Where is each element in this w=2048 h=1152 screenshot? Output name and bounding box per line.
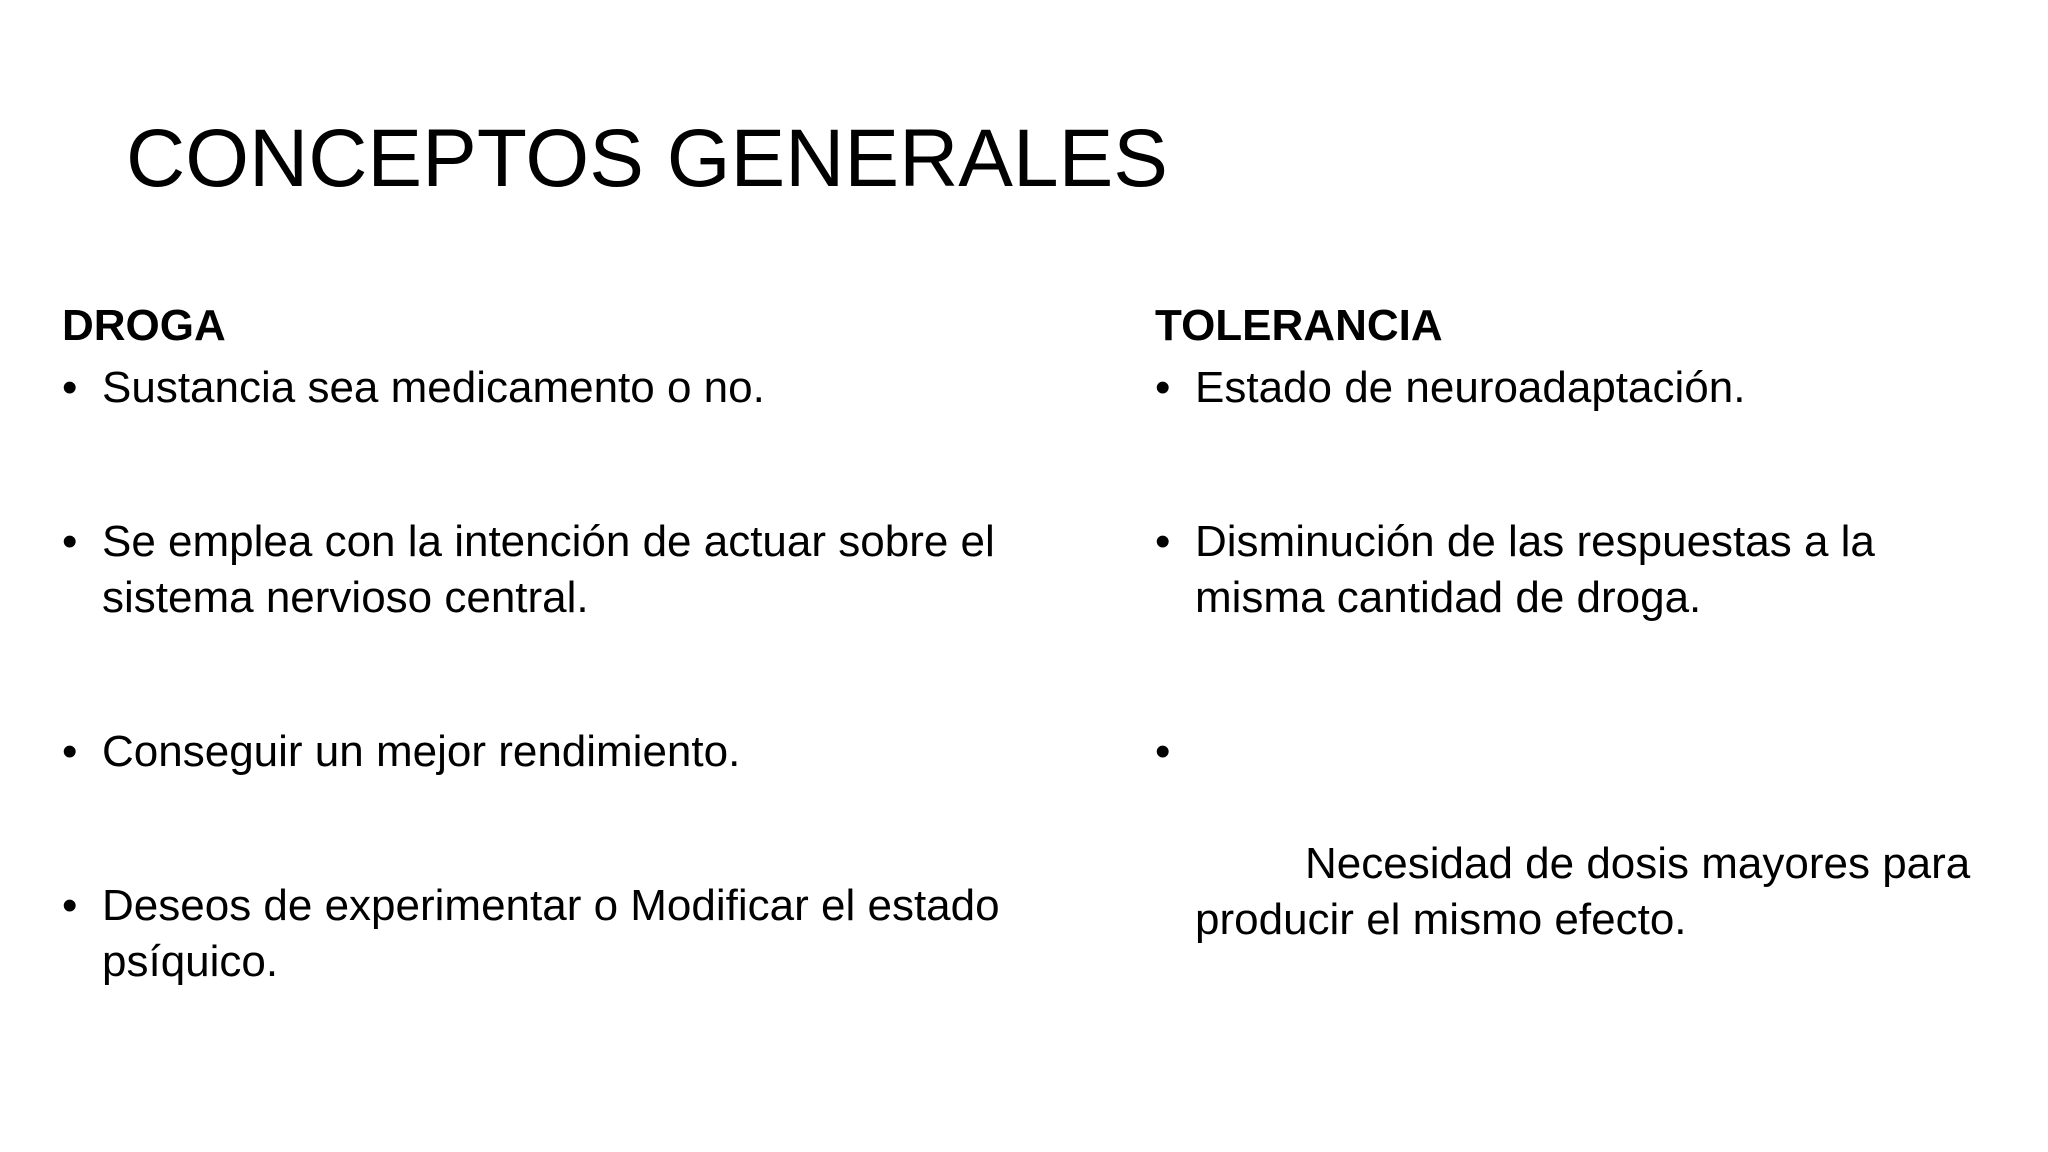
tolerancia-heading: TOLERANCIA	[1155, 301, 1443, 350]
tolerancia-list	[1155, 360, 2015, 1004]
list-item	[62, 878, 1082, 990]
list-item	[1155, 360, 2015, 416]
bullet-icon: •	[62, 881, 78, 930]
bullet-icon: •	[1155, 517, 1171, 566]
bullet-icon: •	[1155, 363, 1171, 412]
list-item-text: Se emplea con la intención de actuar sobre el sistema nervioso central.	[102, 517, 995, 622]
droga-list	[62, 360, 1082, 990]
bullet-icon: •	[62, 363, 78, 412]
list-item-text: Estado de neuroadaptación.	[1195, 363, 1746, 412]
bullet-icon: •	[62, 517, 78, 566]
list-item-text: Conseguir un mejor rendimiento.	[102, 727, 741, 776]
bullet-icon: •	[62, 727, 78, 776]
list-item	[62, 360, 1082, 416]
list-item	[62, 514, 1082, 626]
list-item-text: Deseos de experimentar o Modificar el estado psíquico.	[102, 881, 1000, 986]
list-item-text: Necesidad de dosis mayores para producir el mismo efecto.	[1195, 839, 1983, 944]
list-item	[1155, 724, 1995, 1004]
droga-heading: DROGA	[62, 301, 226, 350]
droga-column	[62, 300, 1082, 990]
list-item-text: Disminución de las respuestas a la misma cantidad de droga.	[1195, 517, 1875, 622]
list-item	[1155, 514, 1995, 626]
list-item-text: Sustancia sea medicamento o no.	[102, 363, 765, 412]
tolerancia-column	[1155, 300, 2015, 1004]
bullet-icon: •	[1155, 727, 1171, 776]
slide-title: CONCEPTOS GENERALES	[126, 113, 1168, 204]
list-item	[62, 724, 1082, 780]
